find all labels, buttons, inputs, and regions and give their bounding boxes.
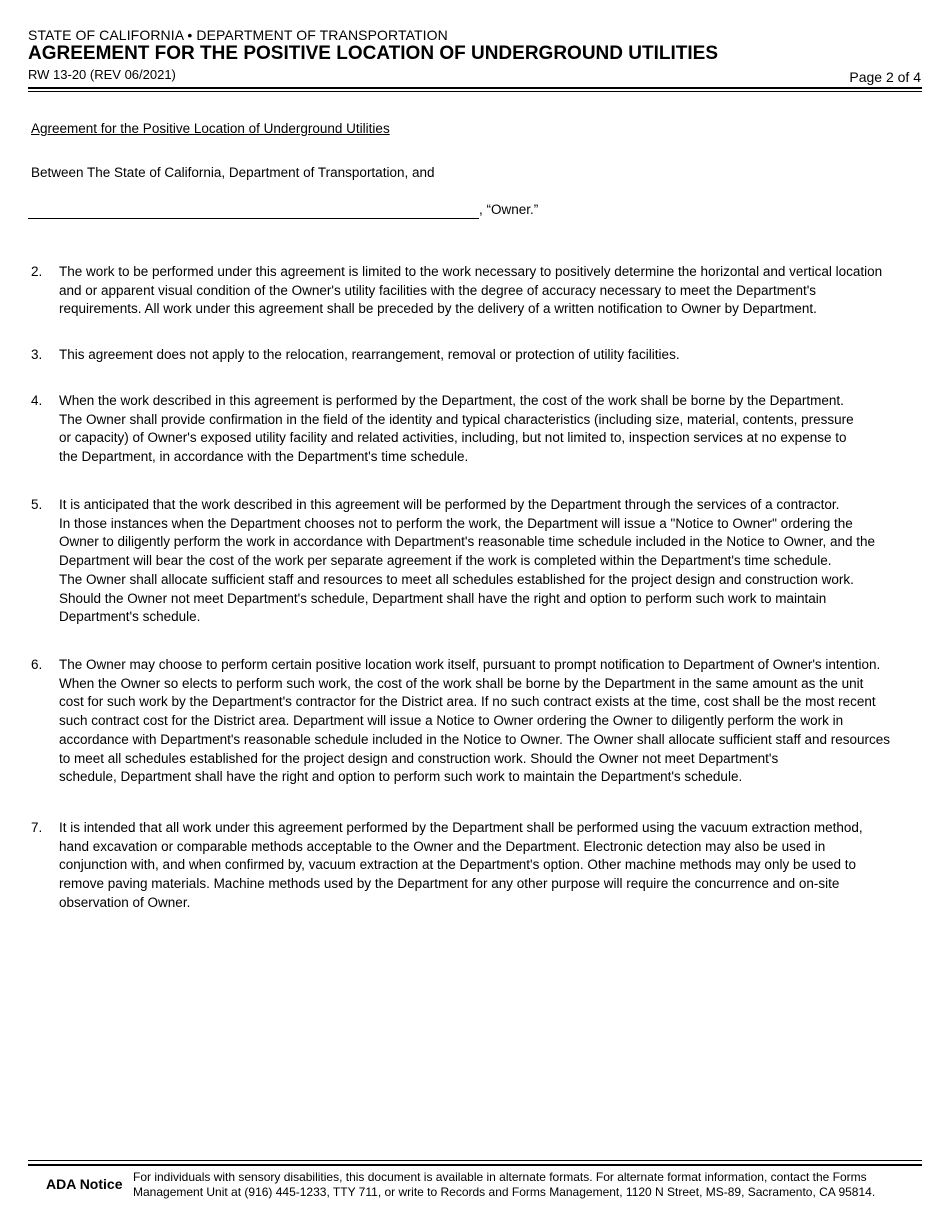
ada-notice-line: For individuals with sensory disabilities, this document is available in alternate formats. For alternate format information, contact the Forms [133, 1170, 867, 1184]
header-divider-thin [28, 91, 922, 92]
agency-line: STATE OF CALIFORNIA • DEPARTMENT OF TRANSPORTATION [28, 27, 448, 43]
footer-divider-thin [28, 1160, 922, 1161]
ada-notice-text [133, 1170, 875, 1200]
clause-line: In those instances when the Department chooses not to perform the work, the Department will issue a "Notice to Owner" ordering the [59, 515, 853, 531]
clause-line: cost for such work by the Department's contractor for the District area. If no such contract exists at the time, cost shall be the most recent [59, 694, 876, 710]
header-divider [28, 87, 922, 89]
form-title: AGREEMENT FOR THE POSITIVE LOCATION OF UNDERGROUND UTILITIES [28, 43, 718, 64]
clause-line: observation of Owner. [59, 894, 191, 910]
clause-line: hand excavation or comparable methods acceptable to the Owner and the Department. Electronic detection may also be used in [59, 838, 826, 854]
clause-line: When the work described in this agreement is performed by the Department, the cost of the work shall be borne by the Department. [59, 393, 844, 408]
clause-7 [31, 819, 921, 913]
clause-line: It is intended that all work under this agreement performed by the Department shall be performed using the vacuum extraction method, [59, 820, 863, 835]
clause-number: 4. [31, 393, 43, 408]
ada-notice-line: Management Unit at (916) 445-1233, TTY 711, or write to Records and Forms Management, 1120 N Street, MS-89, Sacramento, CA 95814. [133, 1185, 876, 1199]
clause-2 [31, 263, 921, 319]
clause-6 [31, 656, 921, 787]
clause-line: such contract cost for the District area. Department will issue a Notice to Owner ordering the Owner to diligently perform the work in [59, 713, 844, 729]
clause-number: 7. [31, 820, 43, 835]
clause-line: This agreement does not apply to the relocation, rearrangement, removal or protection of utility facilities. [59, 347, 680, 362]
clause-line: conjunction with, and when confirmed by, vacuum extraction at the Department's option. Other machine methods may only be used to [59, 857, 857, 873]
clause-3 [31, 346, 921, 365]
clause-line: When the Owner so elects to perform such work, the cost of the work shall be borne by the Department in the same amount as the unit [59, 675, 864, 691]
clause-line: accordance with Department's reasonable schedule included in the Notice to Owner. The Owner shall allocate sufficient staff and resources [59, 731, 891, 747]
clause-line: The Owner shall provide confirmation in the field of the identity and typical characteristics (including size, material, contents, pressure [59, 411, 854, 427]
clause-4 [31, 392, 921, 467]
clause-line: The Owner shall allocate sufficient staff and resources to meet all schedules established for the project design and construction work. [59, 571, 854, 587]
clause-line: Department will bear the cost of the work per separate agreement if the work is completed within the Department's time schedule. [59, 553, 832, 569]
clause-number: 3. [31, 347, 43, 362]
clause-line: The Owner may choose to perform certain positive location work itself, pursuant to prompt notification to Department of Owner's intention. [59, 657, 881, 672]
footer-divider [28, 1164, 922, 1166]
clause-line: The work to be performed under this agreement is limited to the work necessary to positively determine the horizontal and vertical location [59, 264, 883, 279]
clause-line: and or apparent visual condition of the Owner's utility facilities with the degree of accuracy necessary to meet the Department's [59, 282, 817, 298]
clause-line: the Department, in accordance with the Department's time schedule. [59, 449, 469, 465]
agreement-heading: Agreement for the Positive Location of Underground Utilities [31, 121, 390, 136]
clause-5 [31, 496, 921, 627]
owner-name-field[interactable] [28, 200, 479, 219]
clause-line: requirements. All work under this agreement shall be preceded by the delivery of a written notification to Owner by Department. [59, 301, 817, 317]
clause-line: to meet all schedules established for the project design and construction work. Should the Owner not meet Department's [59, 750, 779, 766]
clause-line: Owner to diligently perform the work in accordance with Department's reasonable time schedule included in the Notice to Owner, and the [59, 534, 876, 550]
between-parties-text: Between The State of California, Department of Transportation, and [31, 165, 435, 180]
owner-label: , “Owner.” [479, 202, 539, 217]
page-number: Page 2 of 4 [849, 69, 921, 85]
clause-line: remove paving materials. Machine methods used by the Department for any other purpose will require the concurrence and on-site [59, 876, 840, 892]
ada-notice-label: ADA Notice [46, 1176, 123, 1192]
clause-line: Should the Owner not meet Department's schedule, Department shall have the right and option to perform such work to maintain [59, 590, 827, 606]
clause-line: Department's schedule. [59, 609, 201, 625]
clause-line: or capacity) of Owner's exposed utility facility and related activities, including, but not limited to, inspection services at no expense to [59, 430, 847, 446]
clause-number: 5. [31, 497, 43, 512]
clause-line: schedule, Department shall have the right and option to perform such work to maintain the Department's schedule. [59, 769, 743, 785]
form-number: RW 13-20 (REV 06/2021) [28, 67, 176, 82]
clause-line: It is anticipated that the work described in this agreement will be performed by the Department through the services of a contractor. [59, 497, 840, 512]
clause-number: 6. [31, 657, 43, 672]
clause-number: 2. [31, 264, 43, 279]
